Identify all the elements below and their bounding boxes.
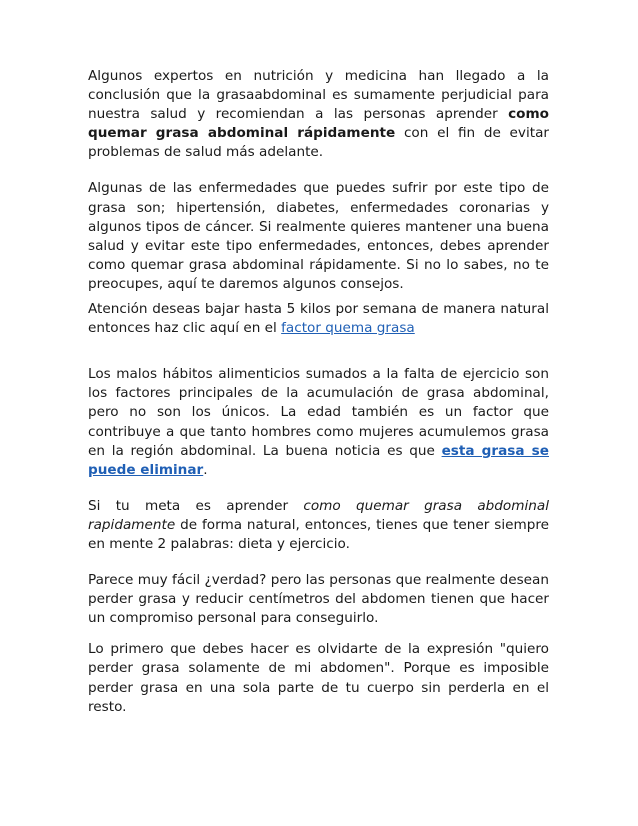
paragraph-goal [88, 497, 549, 554]
paragraph-first-step [88, 640, 549, 716]
paragraph-intro-text-b: con el fin de evitar problemas de salud más adelante. [88, 125, 549, 161]
paragraph-offer-text: Atención deseas bajar hasta 5 kilos por semana de manera natural entonces haz clic aquí en el [88, 301, 549, 337]
paragraph-commitment-text: Parece muy fácil ¿verdad? pero las personas que realmente desean perder grasa y reducir centímetros del abdomen tienen que hacer un compromiso personal para conseguirlo. [88, 572, 549, 627]
paragraph-goal-text-a: Si tu meta es aprender [88, 497, 304, 514]
esta-grasa-se-puede-eliminar-link[interactable]: esta grasa se puede eliminar [88, 442, 549, 478]
paragraph-commitment [88, 571, 549, 628]
paragraph-diseases-text: Algunas de las enfermedades que puedes sufrir por este tipo de grasa son; hipertensión, diabetes, enfermedades coronarias y algunos tipos de cáncer. Si realmente quieres mantener una buena salud y evitar este tipo enfermedades, entonces, debes aprender como quemar grasa abdominal rápidamente. Si no lo sabes, no te preocupes, aquí te daremos algunos consejos. [88, 180, 549, 292]
paragraph-habits [88, 365, 549, 480]
paragraph-intro [88, 67, 549, 162]
paragraph-habits-text-a: Los malos hábitos alimenticios sumados a la falta de ejercicio son los factores principales de la acumulación de grasa abdominal, pero no son los únicos. La edad también es un factor que contribuye a que tanto hombres como mujeres acumulemos grasa en la región abdominal. La buena noticia es que [88, 366, 549, 459]
paragraph-intro-text-a: Algunos expertos en nutrición y medicina han llegado a la conclusión que la grasaabdominal es sumamente perjudicial para nuestra salud y recomiendan a las personas aprender [88, 68, 549, 123]
paragraph-diseases [88, 179, 549, 294]
paragraph-habits-text-b: . [203, 461, 208, 478]
paragraph-offer [88, 300, 549, 338]
paragraph-goal-italic-phrase: como quemar grasa abdominal rapidamente [88, 497, 549, 533]
paragraph-first-step-text: Lo primero que debes hacer es olvidarte de la expresión "quiero perder grasa solamente de mi abdomen". Porque es imposible perder grasa en una sola parte de tu cuerpo sin perderla en el resto. [88, 641, 549, 715]
paragraph-intro-bold-phrase: como quemar grasa abdominal rápidamente [88, 106, 549, 142]
paragraph-goal-text-b: de forma natural, entonces, tienes que tener siempre en mente 2 palabras: dieta y ejercicio. [88, 516, 549, 552]
factor-quema-grasa-link[interactable]: factor quema grasa [281, 320, 415, 337]
document-page [88, 67, 549, 717]
